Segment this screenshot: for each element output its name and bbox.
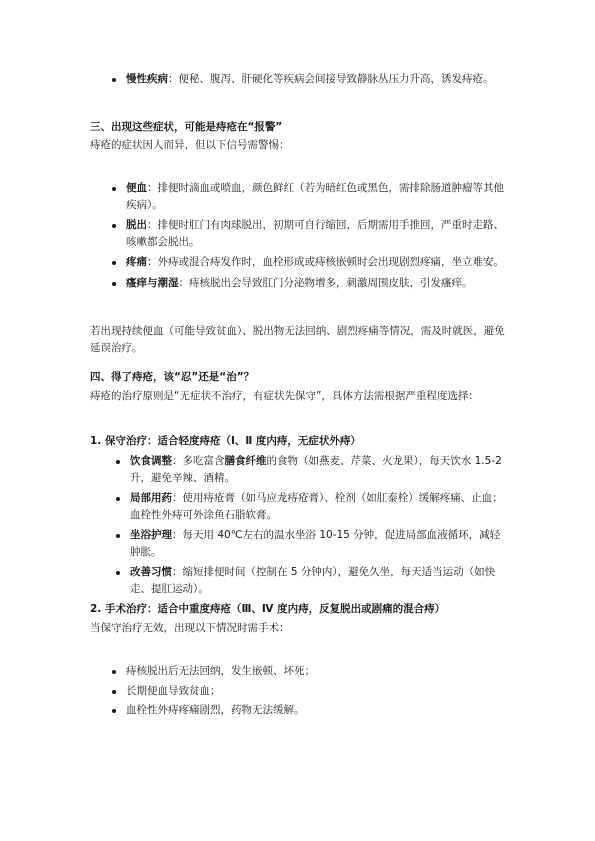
symptom-list	[108, 180, 510, 291]
sub2-heading: 2. 手术治疗：适合中重度痔疮（Ⅲ、Ⅳ 度内痔，反复脱出或剧痛的混合痔）	[90, 603, 446, 615]
bullet-icon	[116, 534, 120, 538]
item-term: 局部用药	[130, 492, 172, 504]
list-item	[108, 702, 510, 719]
item-text: 血栓性外痔疼痛剧烈，药物无法缓解。	[126, 704, 305, 716]
item-term: 便血	[126, 182, 147, 194]
list-item	[108, 683, 510, 700]
item-text: 长期便血导致贫血；	[126, 684, 221, 697]
bullet-icon	[112, 224, 116, 228]
item-term: 慢性疾病	[126, 73, 168, 85]
top-bullet-list	[108, 71, 510, 88]
section4-intro: 痔疮的治疗原则是“无症状不治疗，有症状先保守”，具体方法需根据严重程度选择：	[90, 390, 479, 402]
section3-note: 若出现持续便血（可能导致贫血）、脱出物无法回纳、剧烈疼痛等情况，需及时就医，避免延误治疗。	[90, 325, 505, 354]
conservative-list	[112, 453, 510, 597]
item-term: 疼痛	[126, 256, 147, 268]
list-item	[108, 275, 510, 292]
list-item	[112, 490, 510, 523]
list-item	[108, 254, 510, 271]
section3-heading: 三、出现这些症状，可能是痔疮在“报警”	[90, 121, 283, 133]
item-term: 改善习惯	[130, 566, 172, 578]
item-emphasis: 膳食纤维	[224, 455, 267, 467]
bullet-icon	[112, 187, 116, 191]
item-text: ：每天用 40℃左右的温水坐浴 10-15 分钟，促进局部血液循环，减轻肿胀。	[130, 529, 501, 558]
list-item	[108, 663, 510, 680]
list-item	[112, 527, 510, 560]
item-term: 瘙痒与潮湿	[126, 276, 179, 289]
surgery-list	[108, 663, 510, 719]
bullet-icon	[112, 709, 116, 713]
bullet-icon	[112, 78, 116, 82]
item-text: ：缩短排便时间（控制在 5 分钟内），避免久坐，每天适当运动（如快走、提肛运动）。	[130, 566, 496, 595]
list-item	[108, 71, 510, 88]
bullet-icon	[116, 571, 120, 575]
item-text: ：使用痔疮膏（如马应龙痔疮膏）、栓剂（如肛泰栓）缓解疼痛、止血；血栓性外痔可外涂鱼石脂软膏。	[130, 492, 503, 521]
bullet-icon	[116, 460, 120, 464]
item-term: 脱出	[126, 219, 147, 231]
list-item	[108, 217, 510, 250]
item-text: ：外痔或混合痔发作时，血栓形成或痔核嵌顿时会出现剧烈疼痛，坐立难安。	[147, 256, 504, 268]
item-text: 的食物（如燕麦、芹菜、火龙果），每天饮水 1.5-2 升，避免辛辣、酒精。	[130, 455, 502, 484]
list-item	[108, 180, 510, 213]
bullet-icon	[112, 282, 116, 286]
bullet-icon	[112, 261, 116, 265]
item-pre: ：多吃富含	[172, 455, 225, 467]
sub1-heading: 1. 保守治疗：适合轻度痔疮（Ⅰ、Ⅱ 度内痔，无症状外痔）	[90, 435, 361, 447]
item-text: ：痔核脱出会导致肛门分泌物增多，刺激周围皮肤，引发瘙痒。	[178, 276, 473, 289]
item-term: 坐浴护理	[130, 529, 172, 541]
list-item	[112, 453, 510, 486]
item-text: 痔核脱出后无法回纳，发生嵌顿、坏死；	[126, 665, 315, 677]
list-item	[112, 564, 510, 597]
bullet-icon	[112, 670, 116, 674]
section4-heading: 四、得了痔疮，该“忍”还是“治”？	[90, 371, 255, 383]
item-text: ：排便时滴血或喷血，颜色鲜红（若为暗红色或黑色，需排除肠道肿瘤等其他疾病）。	[126, 182, 504, 211]
section3-intro: 痔疮的症状因人而异，但以下信号需警惕：	[90, 139, 290, 151]
bullet-icon	[112, 690, 116, 694]
sub2-intro: 当保守治疗无效，出现以下情况时需手术：	[90, 622, 290, 634]
item-text: ：便秘、腹泻、肝硬化等疾病会间接导致静脉丛压力升高，诱发痔疮。	[168, 73, 494, 85]
item-term: 饮食调整	[130, 455, 172, 467]
item-text: ：排便时肛门有肉球脱出，初期可自行缩回，后期需用手推回，严重时走路、咳嗽都会脱出。	[126, 219, 504, 248]
bullet-icon	[116, 497, 120, 501]
